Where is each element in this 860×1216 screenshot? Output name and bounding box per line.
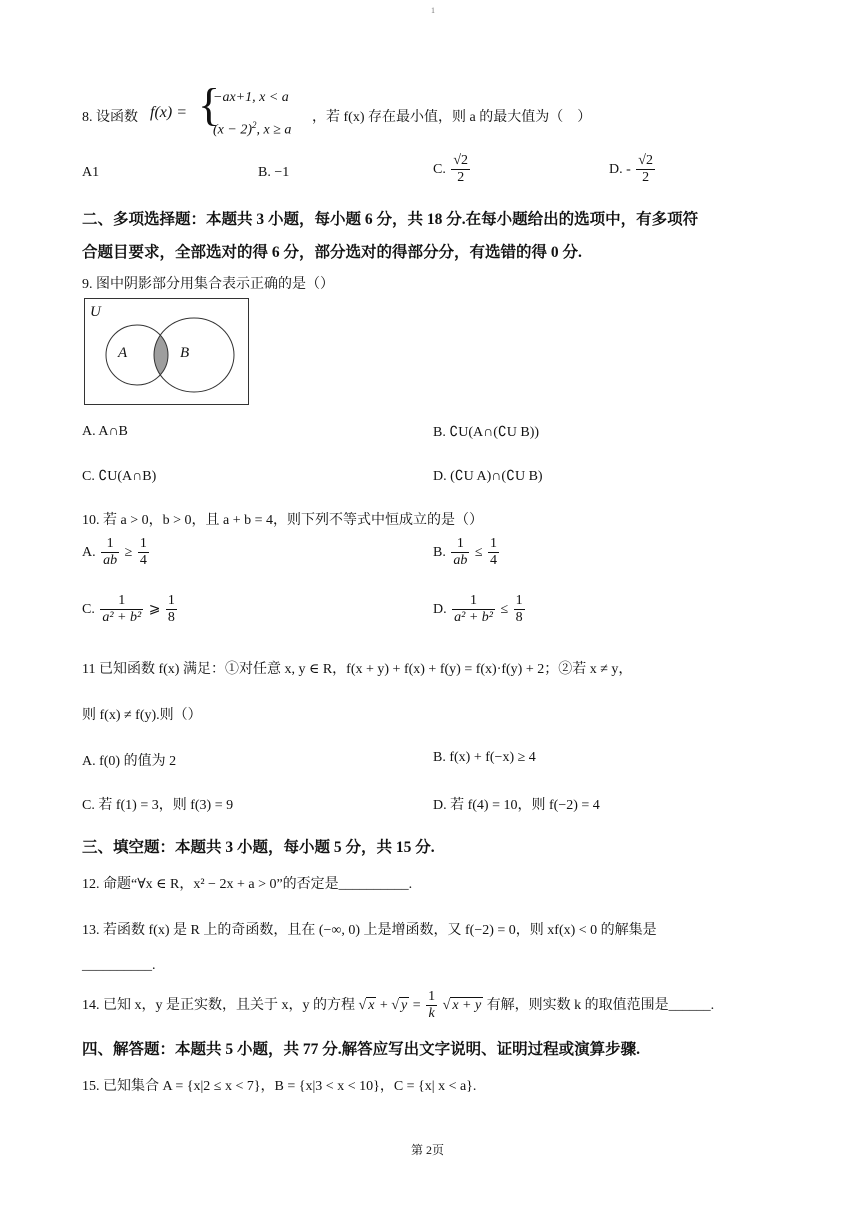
q9-stem: 9. 图中阴影部分用集合表示正确的是（）: [82, 277, 334, 292]
q10-option-d: D. $\frac{1}{\text{a² + b²}}$ ≤ $\frac{1}{8}$: [433, 593, 523, 626]
q11-line-1: 11 已知函数 f(x) 满足：①对任意 x, y ∈ R，f(x + y) + f(x) + f(y) = f(x)·f(y) + 2；②若 x ≠ y，: [82, 662, 633, 677]
q9-option-b: B. ∁U(A∩(∁U B)): [433, 425, 540, 440]
q8-fx: f(x) =: [150, 104, 187, 121]
q9-option-a: A. A∩B: [82, 424, 128, 439]
q8-option-d: D. - $\frac{√2}{2}$: [609, 153, 653, 186]
q11-option-a: A. f(0) 的值为 2: [82, 754, 177, 769]
section-2-line-2: 合题目要求，全部选对的得 6 分，部分选对的得部分分，有选错的得 0 分.: [82, 244, 582, 261]
q10-option-c: C. $\frac{1}{\text{a² + b²}}$ ⩾ $\frac{1}{8}$: [82, 593, 175, 626]
q8-brace: {: [198, 79, 221, 130]
q8-piece-2: $(x - 2)^2$, x ≥ a: [213, 120, 292, 138]
header-mark: 1: [431, 6, 435, 15]
q11-line-2: 则 f(x) ≠ f(y).则（）: [82, 708, 202, 723]
q11-option-c: C. 若 f(1) = 3，则 f(3) = 9: [82, 798, 234, 813]
q8-option-b: B. −1: [258, 165, 290, 180]
q10-stem: 10. 若 a > 0，b > 0，且 a + b = 4，则下列不等式中恒成立的是（）: [82, 513, 484, 528]
q10-option-a: A. $\frac{1}{ab}$ ≥ $\frac{1}{4}$: [82, 536, 147, 569]
q9-option-c: C. ∁U(A∩B): [82, 469, 157, 484]
section-4-heading: 四、解答题：本题共 5 小题，共 77 分.解答应写出文字说明、证明过程或演算步骤.: [82, 1041, 641, 1058]
q14-text: 14. 已知 x，y 是正实数，且关于 x，y 的方程 √ x + √ y = $\frac{1}{k}$ √ x + y 有解，则实数 k 的取值范围是______.: [82, 989, 715, 1022]
q8-suffix: ，若 f(x) 存在最小值，则 a 的最大值为（ ）: [312, 110, 592, 125]
q15-text: 15. 已知集合 A = {x|2 ≤ x < 7}，B = {x|3 < x < 10}，C = {x| x < a}.: [82, 1079, 477, 1094]
q10-option-b: B. $\frac{1}{ab}$ ≤ $\frac{1}{4}$: [433, 536, 498, 569]
q11-option-d: D. 若 f(4) = 10，则 f(−2) = 4: [433, 798, 600, 813]
q8-option-c: C. $\frac{√2}{2}$: [433, 153, 469, 186]
venn-label-u: U: [90, 304, 101, 320]
q8-prefix: 8. 设函数: [82, 110, 138, 125]
page-footer: 第 2页: [411, 1143, 445, 1157]
q9-option-d: D. (∁U A)∩(∁U B): [433, 469, 543, 484]
q12-text: 12. 命题“∀x ∈ R，x² − 2x + a > 0”的否定是__________.: [82, 877, 413, 892]
q8-piece-1: −ax+1, x < a: [213, 90, 289, 105]
q13-line-1: 13. 若函数 f(x) 是 R 上的奇函数，且在 (−∞, 0) 上是增函数，又 f(−2) = 0，则 xf(x) < 0 的解集是: [82, 923, 657, 938]
q13-line-2: __________.: [82, 958, 156, 973]
q11-option-b: B. f(x) + f(−x) ≥ 4: [433, 750, 536, 765]
venn-label-a: A: [118, 345, 128, 361]
section-3-heading: 三、填空题：本题共 3 小题，每小题 5 分，共 15 分.: [82, 839, 435, 856]
q8-option-a: A1: [82, 165, 100, 180]
section-2-line-1: 二、多项选择题：本题共 3 小题，每小题 6 分，共 18 分.在每小题给出的选项中，有多项符: [82, 211, 699, 228]
venn-diagram: [84, 298, 249, 405]
venn-label-b: B: [180, 345, 190, 361]
